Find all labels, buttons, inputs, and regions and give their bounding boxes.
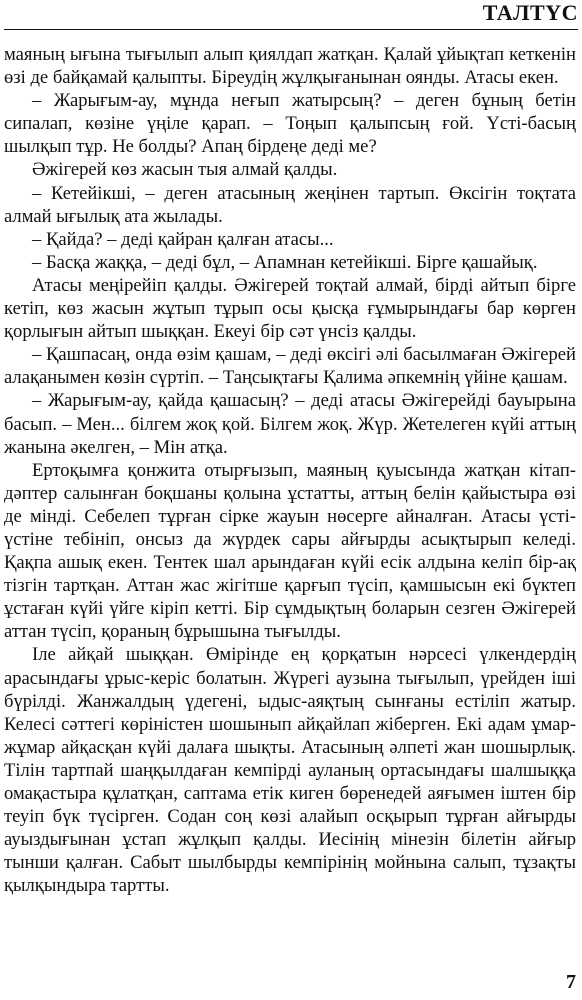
paragraph: – Жарығым-ау, мұнда неғып жатырсың? – деген бұның бетін сипалап, көзіне үңіле қарап. – Тоңып қалыпсың ғой. Үсті-басың шылқып тұр. Не болды? Апаң бірдеңе деді ме? [4, 90, 576, 158]
running-header [0, 0, 582, 44]
page-number: 7 [566, 971, 576, 993]
paragraph: – Қайда? – деді қайран қалған атасы... [32, 228, 334, 250]
paragraph: – Кетейікші, – деген атасының жеңінен тартып. Өксігін тоқтата алмай ығылық ата жылады. [4, 182, 576, 227]
paragraph: – Қашпасаң, онда өзім қашам, – деді өксігі әлі басылмаған Әжігерей алақанымен көзін сүртіп. – Таңсықтағы Қалима әпкемнің үйіне қашам. [4, 344, 576, 389]
paragraph: – Жарығым-ау, қайда қашасың? – деді атасы Әжігерейді бауырына басып. – Мен... білгем жоқ қой. Білгем жоқ. Жүр. Жетелеген күйі аттың жанына әкелген, – Мін атқа. [4, 390, 576, 458]
paragraph: – Басқа жаққа, – деді бұл, – Апамнан кетейікші. Бірге қашайық. [32, 251, 538, 273]
paragraph-continued: маяның ығына тығылып алып қиялдап жатқан. Қалай ұйықтап кеткенін өзі де байқамай қалыпты. Біреудің жұлқығанынан оянды. Атасы екен. [4, 44, 576, 89]
paragraph: Әжігерей көз жасын тыя алмай қалды. [32, 159, 338, 181]
paragraph: Іле айқай шыққан. Өмірінде ең қорқатын нәрсесі үлкендердің арасындағы ұрыс-керіс болатын. Жүрегі аузына тығылып, үрейден іші бүрілді. Жанжалдың үдегені, ыдыс-аяқтың сынғаны естіліп жатыр. Келесі сәттегі көріністен шошынып айқайлап жіберген. Екі адам ұмар-жұмар айқасқан күйі далаға шықты. Атасының әлпеті жан шошырлық. Тілін тартпай шаңқылдаған кемпірді ауланың ортасындағы шалшыққа омақастыра құлатқан, саптама етік киген бөренедей аяғымен іштен бір теуіп бүк түсірген. Содан соң көзі алайып осқырып тұрған айғырды ауыздығынан ұстап жұлқып қалды. Иесінің мінезін білетін айғыр тынши қалған. Сабыт шылбырды кемпірінің мойнына салып, тұзақты қылқындыра тартты. [4, 644, 576, 897]
body-text [4, 43, 576, 897]
header-rule [4, 29, 578, 30]
paragraph: Ертоқымға қонжита отырғызып, маяның қуысында жатқан кітап-дәптер салынған боқшаны қолына ұстатты, аттың белін қайыстыра өзі де мінді. Себелеп тұрған сірке жауын нөсерге айналған. Атасы үсті-үстіне тебініп, онсыз да жүрдек сары айғырды асықтырып келеді. Қақпа ашық екен. Тентек шал арындаған күйі есік алдына келіп бір-ақ тізгін тартқан. Аттан жас жігітше қарғып түсіп, қамшысын екі бүктеп ұстаған күйі үйге кіріп кетті. Бір сұмдықтың боларын сезген Әжігерей аттан түсіп, қораның бұрышына тығылды. [4, 459, 576, 643]
paragraph: Атасы меңірейіп қалды. Әжігерей тоқтай алмай, бірді айтып бірге кетіп, көз жасын жұтып тұрып осы қысқа ғұмырындағы бар көрген қорлығын айтып шыққан. Екеуі бір сәт үнсіз қалды. [4, 274, 576, 343]
running-header-title: ТАЛТҮС [482, 0, 578, 25]
